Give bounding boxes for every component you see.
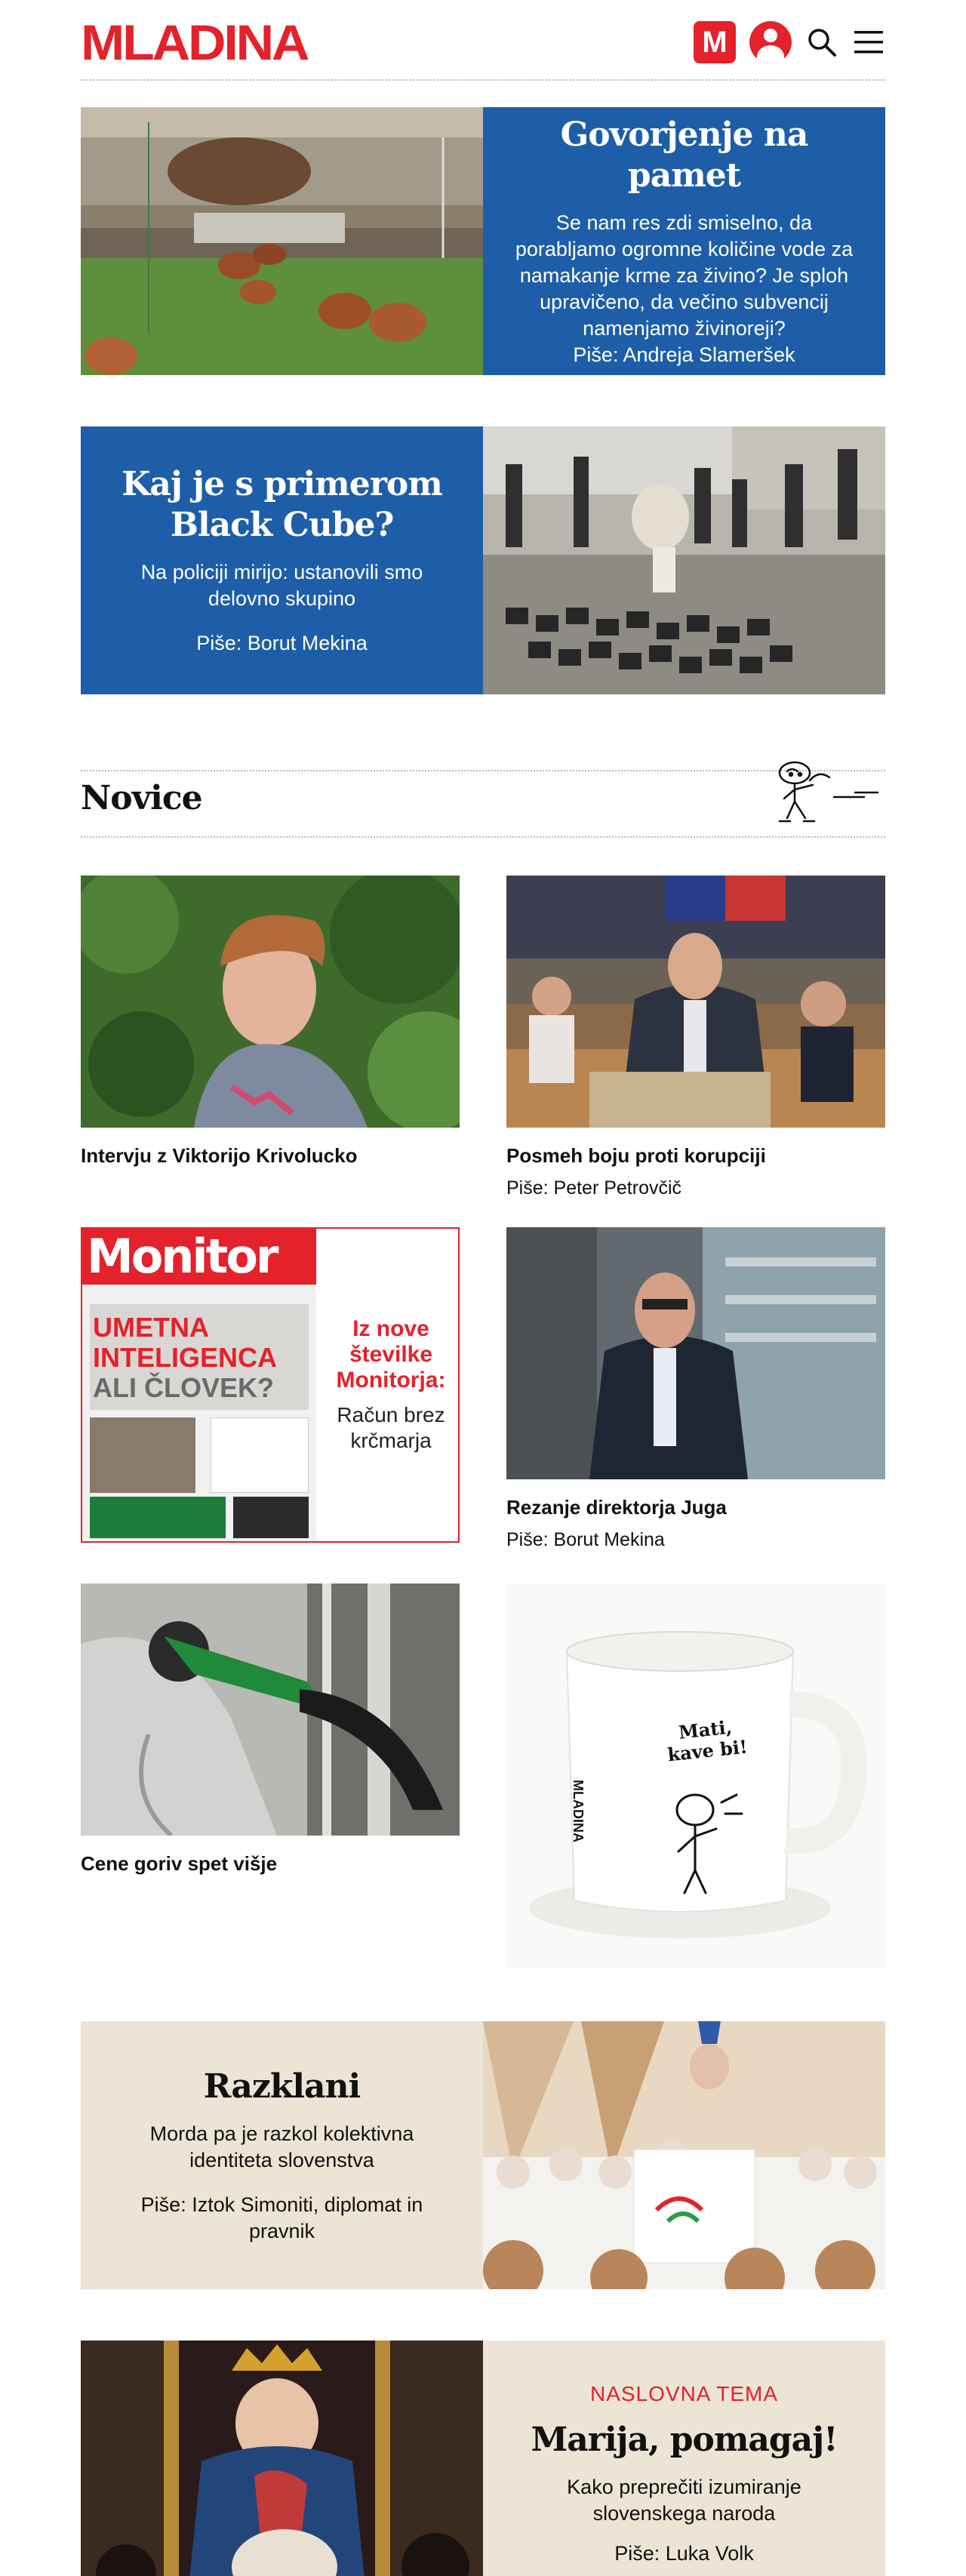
feature-1-author: Piše: Andreja Slameršek	[573, 343, 795, 366]
feature-3-title[interactable]: Razklani	[203, 2067, 361, 2106]
cartoon-icon	[764, 758, 885, 833]
monitor-ad-banner[interactable]	[81, 1227, 460, 1543]
feature-1-image[interactable]	[81, 107, 483, 375]
feature-4-author: Piše: Luka Volk	[614, 2542, 754, 2565]
monitor-ad-headline: Iz nove številke Monitorja:	[336, 1316, 446, 1393]
feature-4-image[interactable]	[81, 2341, 483, 2576]
feature-2-desc: Na policiji mirijo: ustanovili smo delovno skupino	[140, 561, 423, 610]
news-section-header	[81, 770, 885, 838]
news-card[interactable]	[81, 1583, 460, 1876]
news-card[interactable]	[506, 876, 885, 1199]
site-logo[interactable]: MLADINA	[81, 14, 308, 70]
feature-4-title[interactable]: Marija, pomagaj!	[531, 2421, 838, 2459]
section-title[interactable]: Novice	[81, 779, 202, 817]
news-author: Piše: Peter Petrovčič	[506, 1177, 682, 1199]
feature-1-title[interactable]: Govorjenje na pamet	[560, 115, 808, 195]
feature-article-3[interactable]	[81, 2021, 885, 2289]
feature-2-image[interactable]	[483, 426, 885, 694]
news-image[interactable]	[81, 1583, 460, 1836]
monitor-ad[interactable]	[81, 1227, 460, 1543]
feature-article-1[interactable]	[81, 107, 885, 375]
feature-3-author: Piše: Iztok Simoniti, diplomat in pravnik	[140, 2193, 423, 2242]
mug-ad[interactable]	[506, 1583, 885, 1968]
news-title[interactable]: Intervju z Viktorijo Krivolucko	[81, 1144, 358, 1167]
news-author: Piše: Borut Mekina	[506, 1529, 665, 1550]
feature-2-text	[81, 426, 483, 694]
feature-article-4[interactable]	[81, 2341, 885, 2576]
monitor-cover-line: INTELIGENCA	[93, 1342, 278, 1373]
news-image[interactable]	[506, 1227, 885, 1479]
mug-ad-brand: MLADINA	[571, 1780, 586, 1842]
news-image[interactable]	[506, 876, 885, 1128]
news-image[interactable]	[81, 876, 460, 1128]
feature-4-kicker: NASLOVNA TEMA	[589, 2382, 778, 2405]
mug-ad-image[interactable]	[506, 1583, 885, 1968]
news-title[interactable]: Rezanje direktorja Juga	[506, 1496, 727, 1519]
feature-3-text	[81, 2021, 483, 2289]
site-header	[81, 14, 885, 81]
feature-3-desc: Morda pa je razkol kolektivna identiteta slovenstva	[149, 2122, 414, 2171]
news-card[interactable]	[506, 1227, 885, 1551]
header-actions	[694, 21, 885, 63]
news-title[interactable]: Posmeh boju proti korupciji	[506, 1144, 766, 1167]
feature-2-title[interactable]: Kaj je s primerom Black Cube?	[122, 465, 442, 544]
feature-4-text	[483, 2341, 885, 2576]
monitor-cover-line: UMETNA	[93, 1312, 209, 1343]
news-title[interactable]: Cene goriv spet višje	[81, 1852, 278, 1875]
monitor-ad-text	[324, 1229, 458, 1541]
monitor-ad-sub: Račun brez krčmarja	[337, 1403, 445, 1452]
feature-1-desc: Se nam res zdi smiselno, da porabljamo ogromne količine vode za namakanje krme za živino? Je sploh upravičeno, da večino subvencij namenjamo živinoreji?	[515, 211, 854, 340]
search-icon[interactable]	[805, 26, 838, 59]
monitor-brand: Monitor	[82, 1229, 316, 1285]
feature-article-2[interactable]	[81, 426, 885, 694]
feature-4-desc: Kako preprečiti izumiranje slovenskega naroda	[567, 2476, 801, 2525]
user-icon[interactable]	[749, 21, 792, 63]
feature-1-text	[483, 107, 885, 375]
mug-ad-text: Mati, kave bi!	[666, 1716, 749, 1766]
monitor-cover	[82, 1229, 316, 1541]
monitor-cover-line: ALI ČLOVEK?	[93, 1372, 274, 1403]
news-card[interactable]	[81, 876, 460, 1168]
feature-3-image[interactable]	[483, 2021, 885, 2289]
subscribe-badge[interactable]: M	[694, 21, 736, 63]
feature-2-author: Piše: Borut Mekina	[196, 632, 368, 654]
menu-icon[interactable]	[852, 26, 885, 59]
